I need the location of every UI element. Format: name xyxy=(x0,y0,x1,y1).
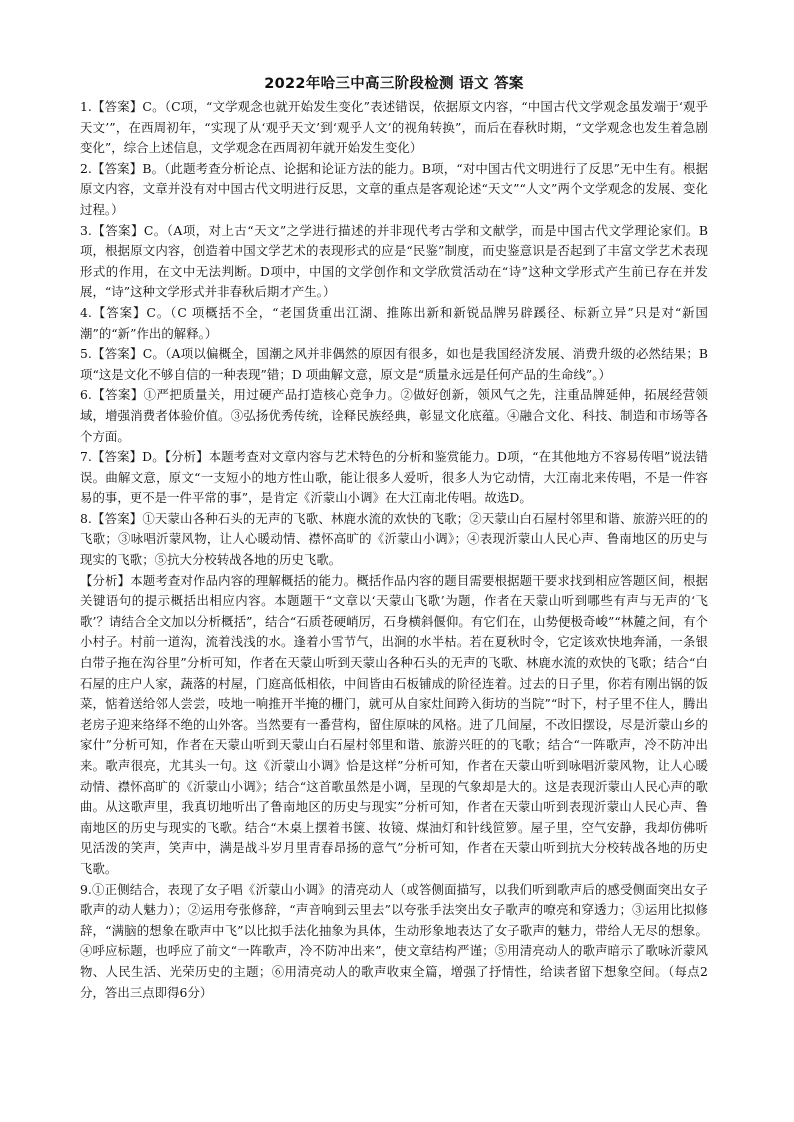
answer-1: 1.【答案】C。（C项，“文学观念也就开始发生变化”表述错误，依据原文内容，“中国古代文学观念虽发端于‘观乎天文’”，在西周初年，“实现了从‘观乎天文’到‘观乎人文’的视角转换”，而后在春秋时期，“文学观念也发生着急剧变化”，综合上述信息，文学观念在西周初年就开始发生变化） xyxy=(80,99,708,156)
answer-5: 5.【答案】C。（A项以偏概全，国潮之风并非偶然的原因有很多，如也是我国经济发展、消费升级的必然结果；B项“这是文化不够自信的一种表现”错；D 项曲解文意，原文是“质量永远是任何产品的生命线”。） xyxy=(80,346,708,382)
answer-6: 6.【答案】①严把质量关，用过硬产品打造核心竞争力。②做好创新，领风气之先，注重品牌延伸，拓展经营领域，增强消费者体验价值。③弘扬优秀传统，诠释民族经典，彰显文化底蕴。④融合文化、科技、制造和市场等各个方面。 xyxy=(80,387,708,444)
answer-2: 2.【答案】B。（此题考查分析论点、论据和论证方法的能力。B项，“对中国古代文明进行了反思”无中生有。根据原文内容，文章并没有对中国古代文明进行反思，文章的重点是客观论述“天文”“人文”两个文学观念的发展、变化过程。） xyxy=(80,160,708,217)
answer-7: 7.【答案】D。【分析】本题考查对文章内容与艺术特色的分析和鉴赏能力。D项，“在其他地方不容易传唱”说法错误。曲解文意，原文“一支短小的地方性山歌，能让很多人爱听，很多人为它动情，大江南北来传唱，不是一件容易的事，更不是一件平常的事”，是肯定《沂蒙山小调》在大江南北传唱。故选D。 xyxy=(80,449,708,506)
analysis-8: 【分析】本题考查对作品内容的理解概括的能力。概括作品内容的题目需要根据题干要求找到相应答题区间，根据关键语句的提示概括出相应内容。本题题干“文章以‘天蒙山飞歌’为题，作者在天蒙山听到哪些有声与无声的‘飞歌’？请结合全文加以分析概括”，结合“石质苍硬峭厉，石身横斜偃仰。有它们在，山势便极奇峻”“林麓之间，有个小村子。村前一道沟，流着浅浅的水。逢着小雪节气，出涧的水半枯。若在夏秋时令，它定该欢快地奔涌，一条银白带子拖在沟谷里”分析可知，作者在天蒙山听到天蒙山各种石头的无声的飞歌、林鹿水流的欢快的飞歌；结合“白石屋的庄户人家，蔬落的村屋，门庭高低相依，中间皆由石板铺成的阶径连着。过去的日子里，你若有刚出锅的饭菜，惦着送给邻人尝尝，吱地一响推开半掩的栅门，就可从自家灶间跨入街坊的当院”“时下，村子里不住人，腾出老房子迎来络绎不绝的山外客。当然要有一番营构，留住原味的风格。进了几间屋，不改旧摆设，尽是沂蒙山乡的家什”分析可知，作者在天蒙山听到天蒙山白石屋村邻里和谐、旅游兴旺的的飞歌；结合“一阵歌声，冷不防冲出来。歌声很亮，尤其头一句。这《沂蒙山小调》恰是这样”分析可知，作者在天蒙山听到咏唱沂蒙风物，让人心暖动情、襟怀高旷的《沂蒙山小调》；结合“这首歌虽然是小调，呈现的气象却是大的。这是表现沂蒙山人民心声的歌曲。从这歌声里，我真切地听出了鲁南地区的历史与现实”分析可知，作者在天蒙山听到表现沂蒙山人民心声、鲁南地区的历史与现实的飞歌。结合“木桌上摆着书箧、妆镜、煤油灯和针线笸箩。屋子里，空气安静，我却仿佛听见活泼的笑声，笑声中，满是战斗岁月里青春昂扬的意气”分析可知，作者在天蒙山听到抗大分校转战各地的历史飞歌。 xyxy=(80,572,708,876)
answer-8: 8.【答案】①天蒙山各种石头的无声的飞歌、林鹿水流的欢快的飞歌；②天蒙山白石屋村邻里和谐、旅游兴旺的的飞歌；③咏唱沂蒙风物，让人心暖动情、襟怀高旷的《沂蒙山小调》；④表现沂蒙山人民心声、鲁南地区的历史与现实的飞歌；⑤抗大分校转战各地的历史飞歌。 xyxy=(80,510,708,568)
answer-9: 9.①正侧结合，表现了女子唱《沂蒙山小调》的清亮动人（或答侧面描写，以我们听到歌声后的感受侧面突出女子歌声的动人魅力）；②运用夸张修辞，“声音响到云里去”以夸张手法突出女子歌声的嘹亮和穿透力；③运用比拟修辞，“满脑的想象在歌声中飞”以比拟手法化抽象为具体，生动形象地表达了女子歌声的魅力，带给人无尽的想象。④呼应标题，也呼应了前文“一阵歌声，冷不防冲出来”，使文章结构严谨；⑤用清亮动人的歌声暗示了歌咏沂蒙风物、人民生活、光荣历史的主题；⑥用清亮动人的歌声收束全篇，增强了抒情性，给读者留下想象空间。（每点2分，答出三点即得6分） xyxy=(80,881,708,1000)
page-title: 2022年哈三中高三阶段检测 语文 答案 xyxy=(264,76,524,92)
answer-3: 3.【答案】C。（A项，对上古“天文”之学进行描述的并非现代考古学和文献学，而是中国古代文学理论家们。B项，根据原文内容，创造着中国文学艺术的表现形式的应是“民鉴”制度，而史鉴意识是否起到了丰富文学艺术表现形式的作用，在文中无法判断。D项中，中国的文学创作和文学欣赏活动在“诗”这种文学形式产生前已存在并发展，“诗”这种文学形式并非春秋后期才产生。） xyxy=(80,222,708,300)
answer-4: 4.【答案】C。（C 项概括不全，“老国货重出江湖、推陈出新和新锐品牌另辟蹊径、标新立异”只是对“新国潮”的“新”作出的解释。） xyxy=(80,304,708,341)
